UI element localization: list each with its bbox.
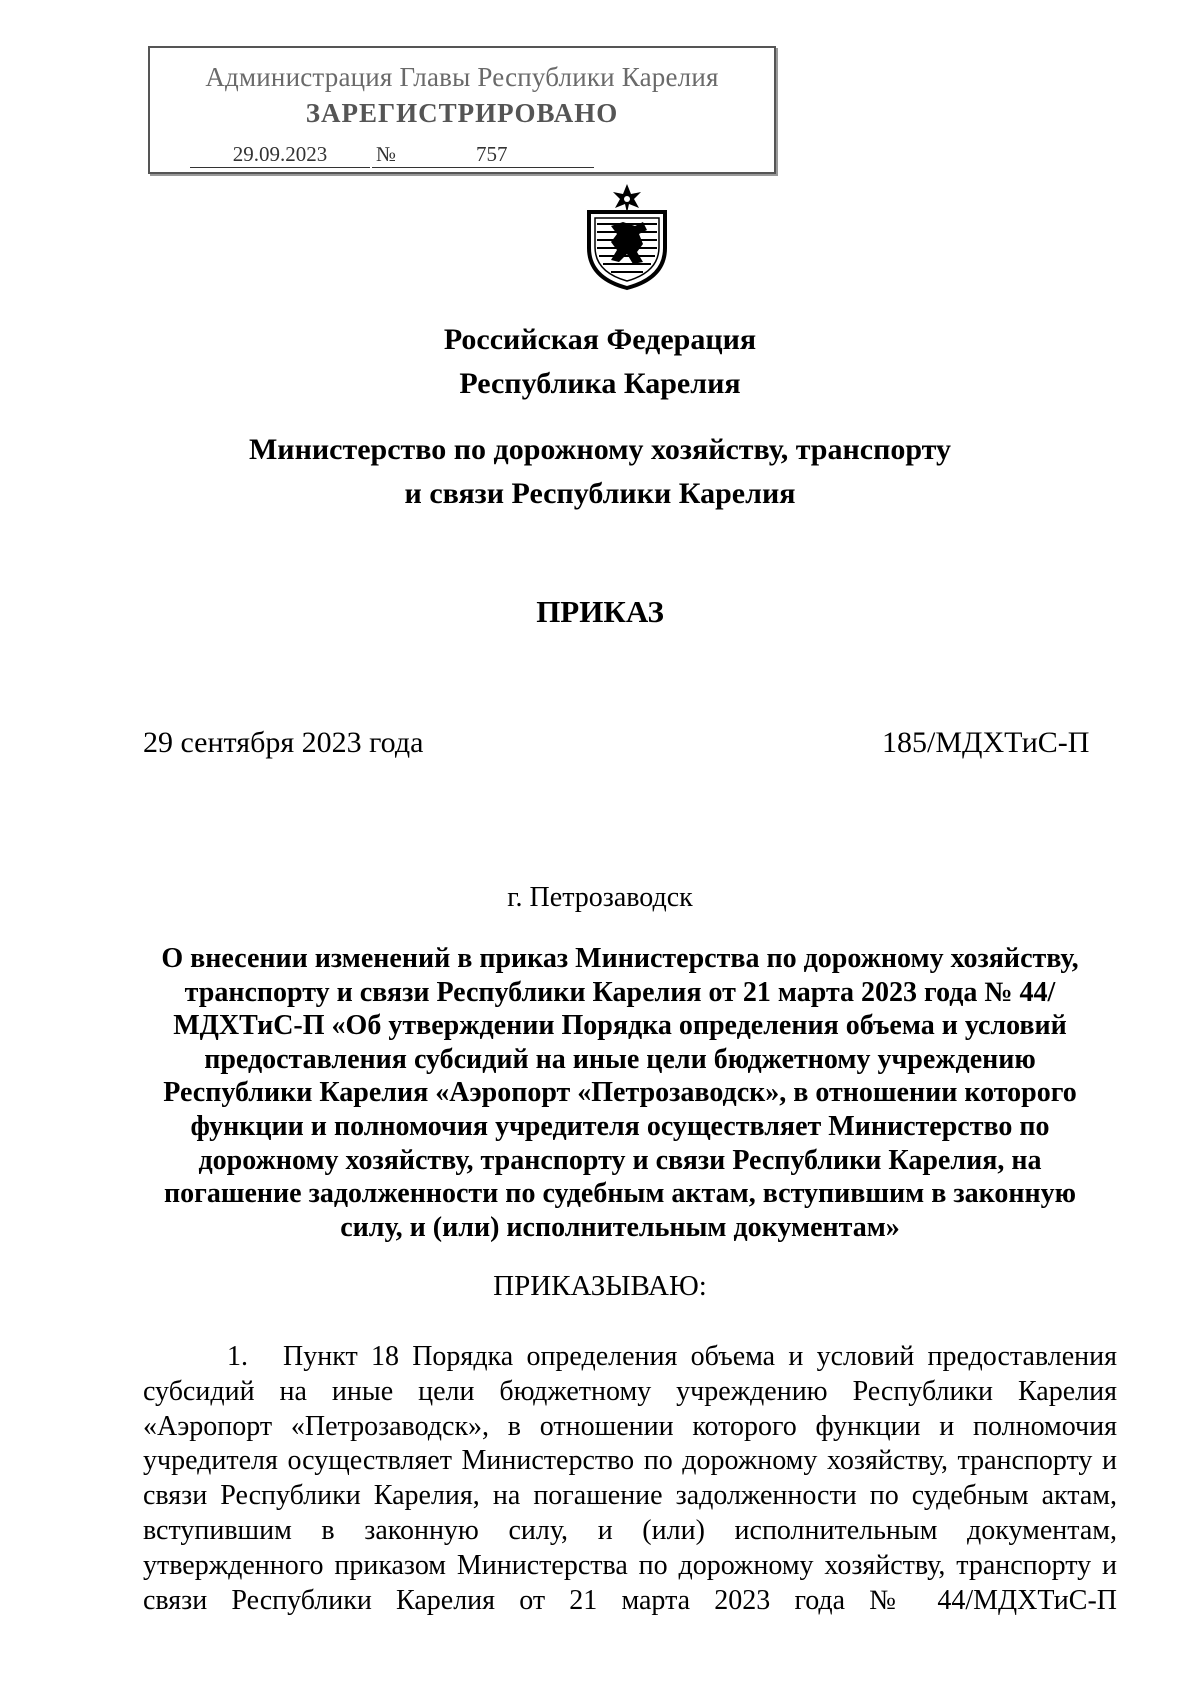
republic-name: Республика Карелия bbox=[459, 367, 741, 400]
karelia-coat-of-arms-icon bbox=[577, 182, 677, 292]
stamp-number: 757 bbox=[400, 142, 594, 168]
order-title: О внесении изменений в приказ Министерства по дорожному хозяйству, транспорту и связи Республики Карелия от 21 марта 2023 года № 44/МДХТиС-П «Об утверждении Порядка определения объема и условий предоставления субсидий на иные цели бюджетному учреждению Республики Карелия «Аэропорт «Петрозаводск», в отношении которого функции и полномочия учредителя осуществляет Министерство по дорожному хозяйству, транспорту и связи Республики Карелия, на погашение задолженности по судебным актам, вступившим в законную силу, и (или) исполнительным документам» bbox=[161, 943, 1079, 1243]
stamp-date: 29.09.2023 bbox=[190, 142, 370, 168]
paragraph-text: Пункт 18 Порядка определения объема и условий предоставления субсидий на иные цели бюджетному учреждению Республики Карелия «Аэропорт «Петрозаводск», в отношении которого функции и полномочия учредителя осуществляет Министерство по дорожному хозяйству, транспорту и связи Республики Карелия, на погашение задолженности по судебным актам, вступившим в законную силу, и (или) исполнительным документам, утвержденного приказом Министерства по дорожному хозяйству, транспорту и связи Республики Карелия от 21 марта 2023 года № 44/МДХТиС-П bbox=[143, 1341, 1117, 1616]
ministry-name-line-1: Министерство по дорожному хозяйству, транспорту bbox=[248, 433, 952, 466]
registration-stamp bbox=[148, 46, 776, 174]
ministry-name-line-2: и связи Республики Карелия bbox=[404, 477, 796, 510]
paragraph-number: 1. bbox=[227, 1341, 248, 1372]
document-type: ПРИКАЗ bbox=[536, 594, 664, 629]
country-name: Российская Федерация bbox=[443, 323, 757, 356]
stamp-status: ЗАРЕГИСТРИРОВАНО bbox=[305, 98, 619, 128]
city: г. Петрозаводск bbox=[507, 882, 693, 913]
stamp-registration-line bbox=[190, 142, 750, 170]
paragraph-1 bbox=[143, 1340, 1117, 1618]
stamp-number-sign: № bbox=[372, 142, 400, 168]
order-number: 185/МДХТиС-П bbox=[882, 726, 1090, 759]
stamp-office: Администрация Главы Республики Карелия bbox=[205, 62, 719, 92]
order-date: 29 сентября 2023 года bbox=[143, 726, 424, 759]
command-word: ПРИКАЗЫВАЮ: bbox=[493, 1270, 707, 1302]
